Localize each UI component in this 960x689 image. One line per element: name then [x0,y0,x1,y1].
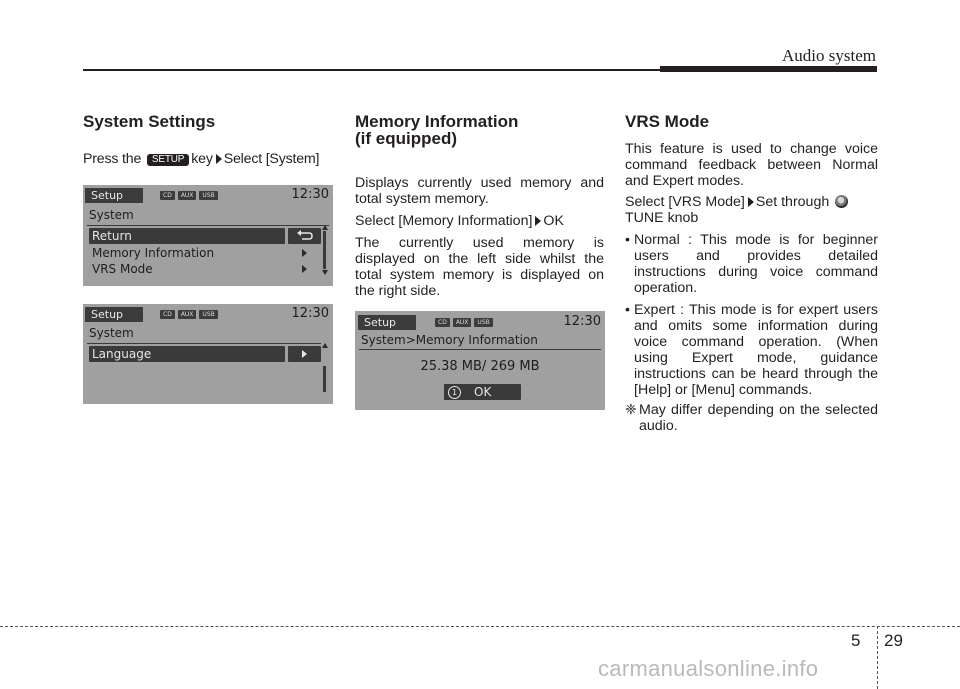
memory-description: Displays currently used memory and total system memory. [355,175,604,207]
vrs-select-instruction [625,194,878,226]
chevron-right-icon [302,265,307,273]
screen-path: System [89,326,134,340]
arrow-right-icon [216,154,222,164]
footer-rule [0,626,960,627]
scroll-up-icon[interactable] [322,225,328,230]
path-underline [359,349,601,350]
scroll-up-icon[interactable] [322,343,328,348]
clock: 12:30 [563,314,601,329]
column-memory-information [355,113,604,299]
setup-tab: Setup [85,307,143,322]
scrollbar[interactable] [323,231,326,269]
scrollbar[interactable] [323,366,326,392]
vrs-description: This feature is used to change voice command feedback between Normal and Expert modes. [625,141,878,189]
setup-tab: Setup [358,315,416,330]
heading-system-settings: System Settings [83,112,216,131]
press-setup-instruction [83,151,333,167]
footer-divider [877,626,878,689]
path-underline [87,225,329,226]
memory-usage-value: 25.38 MB/ 269 MB [420,359,540,374]
menu-item-label: Return [92,229,132,243]
cd-badge: CD [435,318,450,327]
audio-note [625,402,878,434]
tune-knob-label: TUNE knob [625,210,699,226]
menu-item-label: VRS Mode [92,262,153,276]
ok-number-icon: 1 [448,386,461,399]
note-mark-icon: ❈ [625,402,637,418]
select-prefix: Select [VRS Mode] [625,194,745,210]
vrs-mode-list [625,232,878,398]
list-item-expert: • Expert : This mode is for expert users and omits some information during voice command operation. (When using Expert mode, guidance instructions can be heard through the [Help] or [Menu] commands. [625,302,878,398]
heading-line2: (if equipped) [355,129,457,148]
usb-badge: USB [199,191,217,200]
tune-knob-icon [835,195,848,208]
chapter-number: 5 [851,631,861,650]
menu-item-memory-information[interactable] [89,245,285,261]
list-item-normal: • Normal : This mode is for beginner users and provides detailed instructions during voice command operation. [625,232,878,296]
bullet-text: Normal : This mode is for beginner users and provides detailed instructions during voice command operation. [634,232,878,296]
note-text: May differ depending on the selected audio. [639,402,878,434]
column-system-settings [83,113,333,167]
watermark: carmanualsonline.info [598,656,819,681]
menu-item-vrs-mode[interactable] [89,261,285,277]
setup-tab: Setup [85,188,143,203]
source-badges [435,318,496,327]
press-prefix: Press the [83,151,142,167]
ok-label: OK [474,385,492,399]
chevron-right-icon [302,350,307,358]
cd-badge: CD [160,191,175,200]
heading-line1: Memory Information [355,112,519,131]
source-badges [160,191,221,200]
usb-badge: USB [199,310,217,319]
return-icon-button[interactable] [288,228,321,244]
scroll-down-icon[interactable] [322,270,328,275]
path-underline [87,343,321,344]
menu-item-label: Language [92,347,152,361]
setup-key-badge: SETUP [147,154,189,166]
memory-select-instruction [355,213,604,229]
header-title: Audio system [782,46,876,65]
screen-path: System [89,208,134,222]
aux-badge: AUX [178,310,197,319]
header-bar [660,66,877,72]
press-suffix: key [191,151,213,167]
screen-path: System>Memory Information [361,333,538,347]
column-vrs-mode [625,113,878,434]
return-icon [288,228,321,244]
language-enter-button[interactable] [288,346,321,362]
arrow-right-icon [535,216,541,226]
heading-vrs-mode: VRS Mode [625,112,710,131]
cd-badge: CD [160,310,175,319]
screen-memory-information [355,311,605,410]
aux-badge: AUX [178,191,197,200]
heading-memory-information [355,113,604,147]
clock: 12:30 [291,187,329,202]
press-select: Select [System] [223,151,320,167]
source-badges [160,310,221,319]
select-suffix: OK [543,213,564,229]
select-suffix: Set through [755,194,830,210]
screen-system-language [83,304,333,404]
usb-badge: USB [474,318,492,327]
select-prefix: Select [Memory Information] [355,213,533,229]
menu-item-language[interactable] [89,346,285,362]
bullet-text: Expert : This mode is for expert users and omits some information during voice command operation. (When using Expert mode, guidance instructions can be heard through the [Help] or [Menu] commands. [634,302,878,398]
arrow-right-icon [748,197,754,207]
page-number: 29 [884,631,903,650]
menu-item-return[interactable] [89,228,285,244]
chevron-right-icon [302,249,307,257]
clock: 12:30 [291,306,329,321]
menu-item-label: Memory Information [92,246,215,260]
screen-system-menu [83,185,333,286]
aux-badge: AUX [453,318,472,327]
memory-display-description: The currently used memory is displayed on the left side whilst the total system memory is displayed on the right side. [355,235,604,299]
ok-button[interactable] [444,384,521,400]
